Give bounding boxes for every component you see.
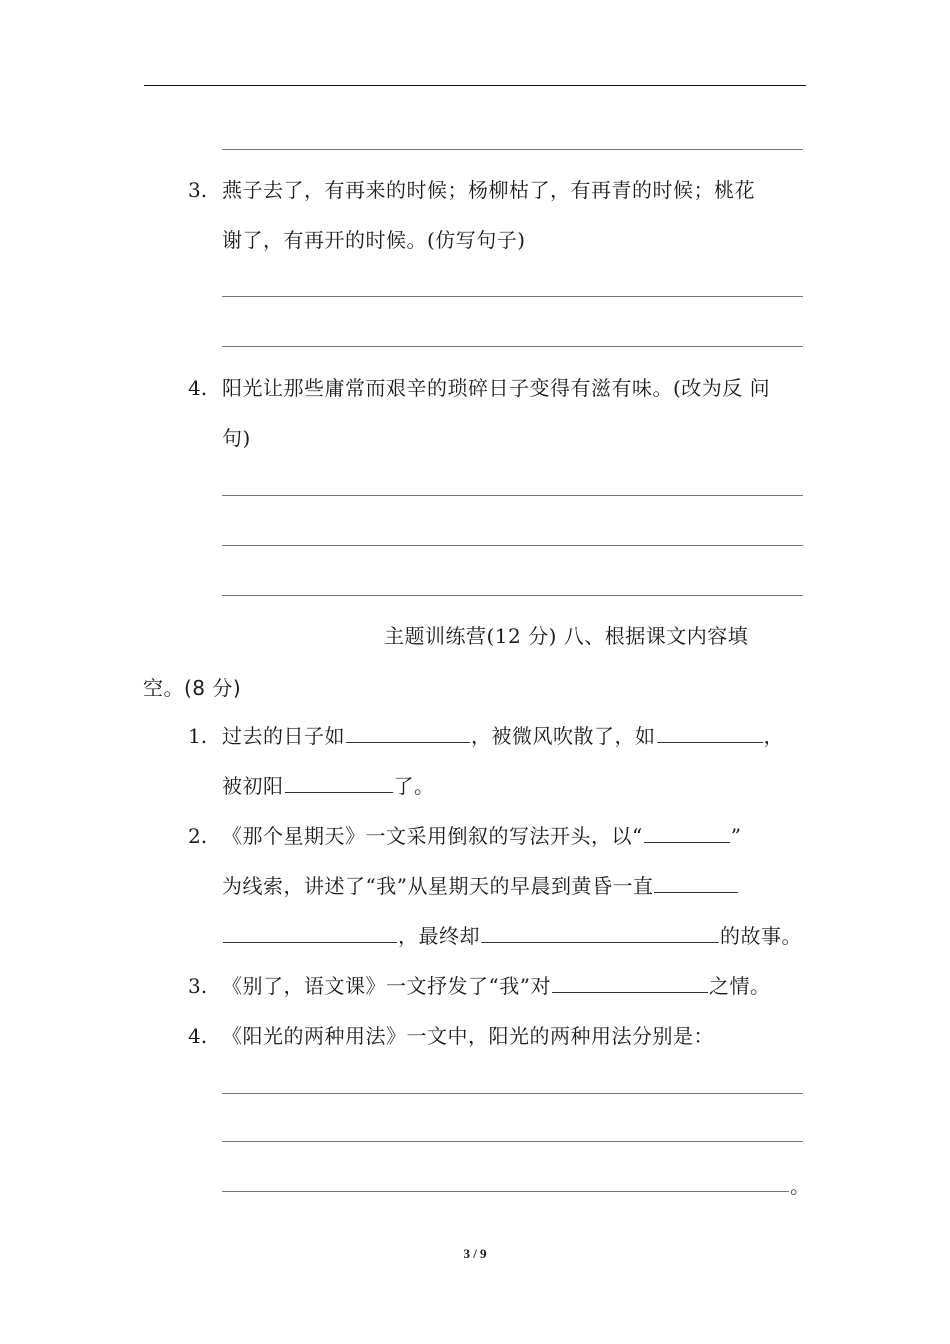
question-text: 《那个星期天》一文采用倒叙的写法开头，以“ bbox=[222, 824, 643, 848]
question-text: 过去的日子如 bbox=[222, 724, 345, 748]
question-line bbox=[222, 972, 770, 1000]
answer-line[interactable] bbox=[222, 149, 803, 150]
end-mark: 。 bbox=[790, 1174, 811, 1198]
question-number: 4. bbox=[188, 376, 208, 400]
answer-line[interactable] bbox=[222, 595, 803, 596]
fill-blank[interactable] bbox=[223, 922, 397, 943]
fill-blank[interactable] bbox=[644, 822, 730, 843]
fill-blank[interactable] bbox=[657, 722, 763, 743]
question-number: 4. bbox=[188, 1024, 208, 1048]
question-text: 被初阳 bbox=[222, 774, 284, 798]
section-heading: 八、根据课文内容填 bbox=[563, 624, 749, 648]
header-rule bbox=[144, 85, 806, 86]
answer-line[interactable] bbox=[222, 1191, 789, 1192]
question-line bbox=[222, 772, 435, 800]
question-text: ， bbox=[763, 724, 784, 748]
section-heading-cont: 空。(8 分) bbox=[143, 676, 242, 700]
question-line bbox=[222, 922, 802, 950]
question-text: ，被微风吹散了，如 bbox=[471, 724, 656, 748]
question-text: 之情。 bbox=[708, 974, 771, 998]
question-text: 《别了，语文课》一文抒发了“我”对 bbox=[222, 974, 551, 998]
question-text: 阳光让那些庸常而艰辛的琐碎日子变得有滋有味。(改为反 问 bbox=[222, 376, 771, 400]
answer-line[interactable] bbox=[222, 1093, 803, 1094]
fill-blank[interactable] bbox=[654, 872, 738, 893]
question-text: 《阳光的两种用法》一文中，阳光的两种用法分别是： bbox=[222, 1024, 714, 1048]
question-number: 1. bbox=[188, 724, 208, 748]
answer-line[interactable] bbox=[222, 1141, 803, 1142]
page-number: 3 / 9 bbox=[463, 1246, 487, 1261]
answer-line[interactable] bbox=[222, 296, 803, 297]
fill-blank[interactable] bbox=[346, 722, 470, 743]
section-title bbox=[384, 622, 748, 650]
fill-blank[interactable] bbox=[552, 972, 708, 993]
question-text: 了。 bbox=[393, 774, 435, 798]
answer-line[interactable] bbox=[222, 495, 803, 496]
question-number: 2. bbox=[188, 824, 208, 848]
fill-blank[interactable] bbox=[285, 772, 393, 793]
theme-title: 主题训练营(12 分) bbox=[384, 624, 557, 648]
question-line bbox=[222, 722, 784, 750]
question-number: 3. bbox=[188, 178, 208, 202]
question-text: 的故事。 bbox=[720, 924, 802, 948]
question-text: 句) bbox=[222, 426, 251, 450]
question-text: ，最终却 bbox=[398, 924, 480, 948]
fill-blank[interactable] bbox=[481, 922, 719, 943]
question-text: 燕子去了，有再来的时候；杨柳枯了，有再青的时候；桃花 bbox=[222, 178, 755, 202]
answer-line[interactable] bbox=[222, 346, 803, 347]
question-line bbox=[222, 872, 739, 900]
question-text: ” bbox=[730, 824, 742, 848]
answer-line[interactable] bbox=[222, 545, 803, 546]
question-text: 为线索，讲述了“我”从星期天的早晨到黄昏一直 bbox=[222, 874, 654, 898]
question-line bbox=[222, 822, 741, 850]
question-number: 3. bbox=[188, 974, 208, 998]
question-text: 谢了，有再开的时候。(仿写句子) bbox=[222, 228, 526, 252]
